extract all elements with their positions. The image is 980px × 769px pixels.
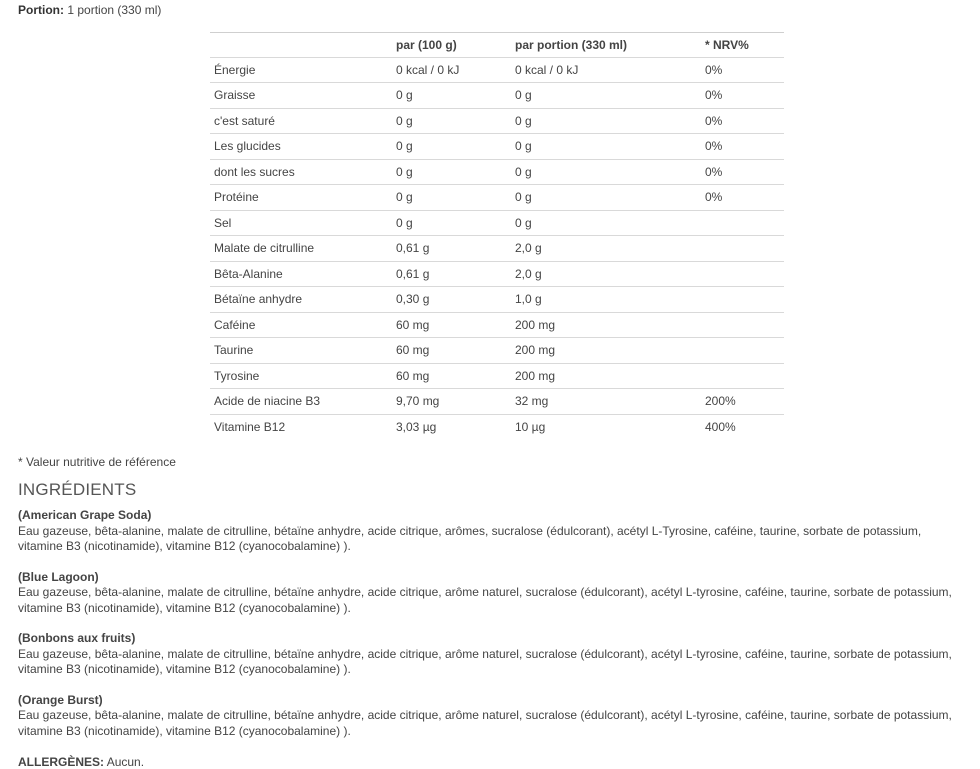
per-portion-value: 0 g	[511, 210, 701, 236]
per-100g-value: 3,03 µg	[392, 414, 511, 439]
nrv-value	[701, 210, 784, 236]
flavor-block	[18, 508, 963, 555]
nutrition-table-header	[210, 33, 784, 58]
nrv-value: 0%	[701, 159, 784, 185]
nutrient-name: Protéine	[210, 185, 392, 211]
per-portion-value: 200 mg	[511, 363, 701, 389]
ingredients-list	[18, 508, 963, 754]
nutrient-name: Malate de citrulline	[210, 236, 392, 262]
table-row	[210, 134, 784, 160]
nutrition-table	[210, 32, 784, 439]
nrv-value: 200%	[701, 389, 784, 415]
per-100g-value: 0 g	[392, 210, 511, 236]
nutrient-name: Les glucides	[210, 134, 392, 160]
portion-info	[18, 3, 161, 17]
nutrient-name: Énergie	[210, 57, 392, 83]
header-nrv: * NRV%	[701, 33, 784, 58]
nutrient-name: Graisse	[210, 83, 392, 109]
nutrient-name: c'est saturé	[210, 108, 392, 134]
table-row	[210, 236, 784, 262]
per-portion-value: 32 mg	[511, 389, 701, 415]
per-portion-value: 1,0 g	[511, 287, 701, 313]
nutrient-name: Sel	[210, 210, 392, 236]
table-row	[210, 389, 784, 415]
nutrient-name: Bêta-Alanine	[210, 261, 392, 287]
per-100g-value: 0 g	[392, 185, 511, 211]
nrv-value: 0%	[701, 185, 784, 211]
per-portion-value: 0 g	[511, 83, 701, 109]
nutrient-name: Acide de niacine B3	[210, 389, 392, 415]
per-100g-value: 0 g	[392, 108, 511, 134]
per-100g-value: 60 mg	[392, 312, 511, 338]
table-row	[210, 185, 784, 211]
flavor-ingredients: Eau gazeuse, bêta-alanine, malate de citrulline, bétaïne anhydre, acide citrique, arôme naturel, sucralose (édulcorant), acétyl L-tyrosine, caféine, taurine, sorbate de potassium, vitamine B3 (nicotinamide), vitamine B12 (cyanocobalamine) ).	[18, 708, 952, 738]
per-portion-value: 0 g	[511, 159, 701, 185]
table-row	[210, 414, 784, 439]
per-100g-value: 0 g	[392, 159, 511, 185]
flavor-name: (American Grape Soda)	[18, 508, 152, 522]
nutrient-name: dont les sucres	[210, 159, 392, 185]
per-100g-value: 0 g	[392, 83, 511, 109]
nutrient-name: Vitamine B12	[210, 414, 392, 439]
per-100g-value: 0,30 g	[392, 287, 511, 313]
per-100g-value: 0,61 g	[392, 236, 511, 262]
per-portion-value: 10 µg	[511, 414, 701, 439]
per-100g-value: 0 kcal / 0 kJ	[392, 57, 511, 83]
flavor-ingredients: Eau gazeuse, bêta-alanine, malate de citrulline, bétaïne anhydre, acide citrique, arôme naturel, sucralose (édulcorant), acétyl L-tyrosine, caféine, taurine, sorbate de potassium, vitamine B3 (nicotinamide), vitamine B12 (cyanocobalamine) ).	[18, 585, 952, 615]
nrv-value	[701, 363, 784, 389]
nrv-value	[701, 338, 784, 364]
nrv-value: 0%	[701, 134, 784, 160]
flavor-name: (Bonbons aux fruits)	[18, 631, 136, 645]
nutrient-name: Tyrosine	[210, 363, 392, 389]
table-row	[210, 83, 784, 109]
ingredients-heading: INGRÉDIENTS	[18, 480, 137, 499]
table-row	[210, 57, 784, 83]
per-100g-value: 9,70 mg	[392, 389, 511, 415]
nrv-value: 0%	[701, 108, 784, 134]
nrv-value: 0%	[701, 57, 784, 83]
table-row	[210, 312, 784, 338]
nrv-value: 400%	[701, 414, 784, 439]
per-portion-value: 0 g	[511, 108, 701, 134]
nrv-value: 0%	[701, 83, 784, 109]
per-portion-value: 0 kcal / 0 kJ	[511, 57, 701, 83]
header-nutrient	[210, 33, 392, 58]
nutrient-name: Taurine	[210, 338, 392, 364]
flavor-ingredients: Eau gazeuse, bêta-alanine, malate de citrulline, bétaïne anhydre, acide citrique, arôme naturel, sucralose (édulcorant), acétyl L-tyrosine, caféine, taurine, sorbate de potassium, vitamine B3 (nicotinamide), vitamine B12 (cyanocobalamine) ).	[18, 646, 952, 676]
nutrient-name: Bétaïne anhydre	[210, 287, 392, 313]
nrv-footnote: * Valeur nutritive de référence	[18, 455, 176, 469]
table-row	[210, 261, 784, 287]
per-100g-value: 0,61 g	[392, 261, 511, 287]
per-portion-value: 2,0 g	[511, 261, 701, 287]
portion-value: 1 portion (330 ml)	[67, 3, 162, 17]
allergens-value: Aucun.	[106, 755, 145, 769]
flavor-block	[18, 693, 963, 740]
nutrition-table-body	[210, 57, 784, 439]
per-portion-value: 0 g	[511, 134, 701, 160]
per-portion-value: 200 mg	[511, 312, 701, 338]
allergens-label: ALLERGÈNES:	[18, 755, 105, 769]
per-100g-value: 0 g	[392, 134, 511, 160]
portion-label: Portion:	[18, 3, 64, 17]
flavor-name: (Blue Lagoon)	[18, 569, 99, 584]
flavor-block	[18, 631, 963, 678]
table-row	[210, 210, 784, 236]
per-portion-value: 0 g	[511, 185, 701, 211]
table-row	[210, 363, 784, 389]
per-100g-value: 60 mg	[392, 363, 511, 389]
per-portion-value: 200 mg	[511, 338, 701, 364]
flavor-ingredients: Eau gazeuse, bêta-alanine, malate de citrulline, bétaïne anhydre, acide citrique, arômes, sucralose (édulcorant), acétyl L-Tyrosine, caféine, taurine, sorbate de potassium, vitamine B3 (nicotinamide), vitamine B12 (cyanocobalamine) ).	[18, 523, 922, 553]
allergens-info	[18, 755, 144, 769]
nrv-value	[701, 261, 784, 287]
header-per-100g: par (100 g)	[392, 33, 511, 58]
table-row	[210, 159, 784, 185]
flavor-block	[18, 570, 963, 617]
nrv-value	[701, 287, 784, 313]
header-per-portion: par portion (330 ml)	[511, 33, 701, 58]
per-portion-value: 2,0 g	[511, 236, 701, 262]
per-100g-value: 60 mg	[392, 338, 511, 364]
table-row	[210, 108, 784, 134]
nrv-value	[701, 312, 784, 338]
flavor-name: (Orange Burst)	[18, 692, 103, 707]
nutrient-name: Caféine	[210, 312, 392, 338]
nrv-value	[701, 236, 784, 262]
table-row	[210, 287, 784, 313]
table-row	[210, 338, 784, 364]
